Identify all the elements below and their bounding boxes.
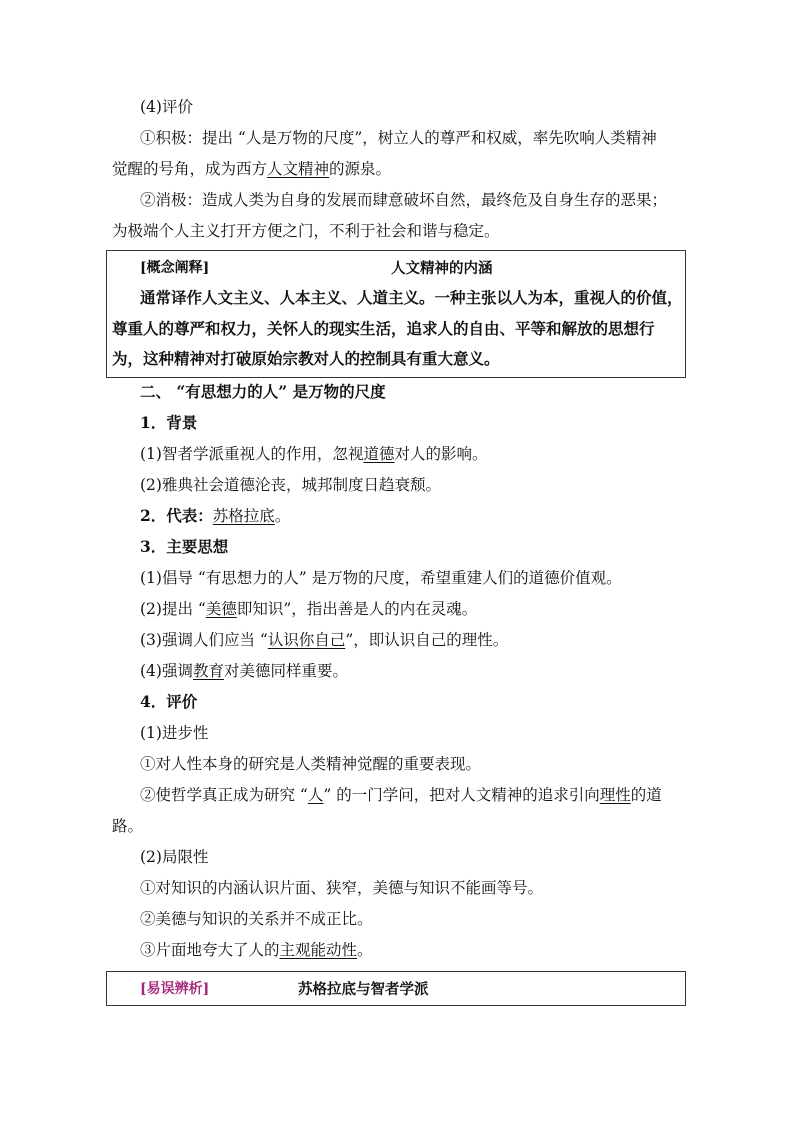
main-thought-3: (3)强调人们应当 “认识你自己”，即认识自己的理性。 (140, 631, 509, 649)
background-item-2: (2)雅典社会道德沦丧，城邦制度日趋衰颓。 (140, 476, 441, 494)
progressive-item-2-cont: 路。 (112, 817, 144, 835)
concept-title: 人文精神的内涵 (391, 260, 493, 277)
error-title: 苏格拉底与智者学派 (298, 981, 429, 998)
limitation-item-3: ③片面地夸大了人的主观能动性。 (140, 941, 373, 959)
concept-text-1: 通常译作人文主义、人本主义、人道主义。一种主张以人为本，重视人的价值， (140, 288, 683, 307)
error-analysis-box (106, 971, 686, 1006)
section-heading: (4)评价 (140, 98, 193, 116)
evaluation-heading: 4．评价 (140, 692, 198, 711)
negative-evaluation-cont: 为极端个人主义打开方便之门，不利于社会和谐与稳定。 (112, 222, 500, 240)
main-thought-2: (2)提出 “美德即知识”，指出善是人的内在灵魂。 (140, 600, 478, 618)
progressive-heading: (1)进步性 (140, 724, 209, 742)
limitation-item-1: ①对知识的内涵认识片面、狭窄，美德与知识不能画等号。 (140, 879, 544, 897)
concept-text-3: 为，这种精神对打破原始宗教对人的控制具有重大意义。 (112, 349, 500, 368)
representative: 2．代表：苏格拉底。 (140, 506, 291, 525)
main-thought-1: (1)倡导 “有思想力的人” 是万物的尺度，希望重建人们的道德价值观。 (140, 569, 622, 587)
concept-tag: [概念阐释] (140, 260, 210, 276)
progressive-item-1: ①对人性本身的研究是人类精神觉醒的重要表现。 (140, 755, 482, 773)
main-thought-heading: 3．主要思想 (140, 537, 229, 556)
background-heading: 1．背景 (140, 413, 198, 432)
main-thought-4: (4)强调教育对美德同样重要。 (140, 662, 348, 680)
background-item-1: (1)智者学派重视人的作用，忽视道德对人的影响。 (140, 445, 488, 463)
negative-evaluation: ②消极：造成人类为自身的发展而肆意破坏自然，最终危及自身生存的恶果； (140, 191, 668, 209)
positive-evaluation-cont: 觉醒的号角，成为西方人文精神的源泉。 (112, 160, 392, 178)
part-title: 二、 “有思想力的人” 是万物的尺度 (140, 382, 386, 401)
concept-box (106, 250, 686, 378)
error-tag: [易误辨析] (140, 981, 210, 997)
positive-evaluation: ①积极：提出 “人是万物的尺度”，树立人的尊严和权威，率先吹响人类精神 (140, 129, 657, 147)
concept-text-2: 尊重人的尊严和权力，关怀人的现实生活，追求人的自由、平等和解放的思想行 (112, 319, 655, 338)
limitation-item-2: ②美德与知识的关系并不成正比。 (140, 910, 373, 928)
progressive-item-2: ②使哲学真正成为研究 “人” 的一门学问，把对人文精神的追求引向理性的道 (140, 786, 662, 804)
limitation-heading: (2)局限性 (140, 848, 209, 866)
